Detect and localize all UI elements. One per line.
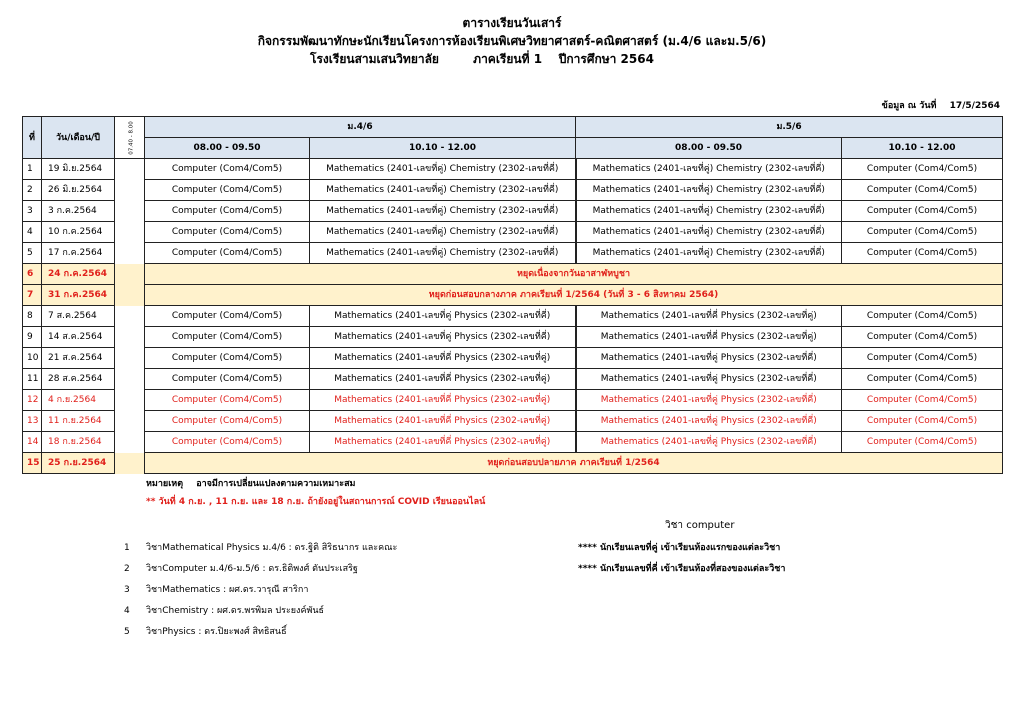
m5-slot1-cell: Mathematics (2401-เลขที่คู่ Physics (2302-เลขที่คี่) (576, 411, 842, 432)
m4-slot2-cell: Mathematics (2401-เลขที่คู่) Chemistry (2302-เลขที่คี่) (310, 159, 576, 180)
header-date: วัน/เดือน/ปี (42, 117, 115, 159)
teacher-item (124, 580, 397, 601)
row-no: 15 (23, 453, 42, 474)
m5-slot2-cell: Computer (Com4/Com5) (842, 432, 1003, 453)
row-early-cell (115, 348, 145, 369)
m4-slot1-cell: Computer (Com4/Com5) (145, 180, 310, 201)
row-date: 21 ส.ค.2564 (42, 348, 115, 369)
row-no: 9 (23, 327, 42, 348)
header-no: ที่ (23, 117, 42, 159)
row-early-cell (115, 369, 145, 390)
teacher-item-text: วิชาMathematical Physics ม.4/6 : ดร.ฐิติ สิริธนากร และคณะ (146, 543, 398, 553)
holiday-text: หยุดก่อนสอบกลางภาค ภาคเรียนที่ 1/2564 (วันที่ 3 - 6 สิงหาคม 2564) (145, 285, 1003, 306)
teacher-item-text: วิชาPhysics : ดร.ปิยะพงศ์ สิทธิสนธิ์ (146, 627, 287, 637)
row-date: 25 ก.ย.2564 (42, 453, 115, 474)
table-row (23, 390, 1003, 411)
m5-slot1-cell: Mathematics (2401-เลขที่คู่ Physics (2302-เลขที่คี่) (576, 369, 842, 390)
m4-slot1-cell: Computer (Com4/Com5) (145, 348, 310, 369)
teacher-item-number: 3 (124, 585, 130, 595)
m5-slot1-cell: Mathematics (2401-เลขที่คู่) Chemistry (2302-เลขที่คี่) (576, 243, 842, 264)
row-no: 11 (23, 369, 42, 390)
holiday-text: หยุดเนื่องจากวันอาสาฬหบูชา (145, 264, 1003, 285)
row-date: 3 ก.ค.2564 (42, 201, 115, 222)
m4-slot2-cell: Mathematics (2401-เลขที่คี่ Physics (2302-เลขที่คู่) (310, 390, 576, 411)
row-early-cell (115, 201, 145, 222)
row-date: 24 ก.ค.2564 (42, 264, 115, 285)
teacher-item-number: 1 (124, 543, 130, 553)
computer-rules (578, 538, 785, 580)
m5-slot1-cell: Mathematics (2401-เลขที่คู่) Chemistry (2302-เลขที่คี่) (576, 159, 842, 180)
header-m5-slot1: 08.00 - 09.50 (576, 138, 842, 159)
teacher-item (124, 559, 397, 580)
row-date: 19 มิ.ย.2564 (42, 159, 115, 180)
as-of-label: ข้อมูล ณ วันที่ (881, 101, 937, 111)
m5-slot2-cell: Computer (Com4/Com5) (842, 369, 1003, 390)
school-name: โรงเรียนสามเสนวิทยาลัย (310, 52, 439, 66)
row-no: 13 (23, 411, 42, 432)
m5-slot2-cell: Computer (Com4/Com5) (842, 222, 1003, 243)
row-no: 10 (23, 348, 42, 369)
row-early-cell (115, 222, 145, 243)
row-date: 11 ก.ย.2564 (42, 411, 115, 432)
m5-slot2-cell: Computer (Com4/Com5) (842, 159, 1003, 180)
row-early-cell (115, 453, 145, 474)
m5-slot1-cell: Mathematics (2401-เลขที่คู่) Chemistry (2302-เลขที่คี่) (576, 180, 842, 201)
computer-title: วิชา computer (665, 520, 735, 531)
m5-slot1-cell: Mathematics (2401-เลขที่คู่ Physics (2302-เลขที่คี่) (576, 432, 842, 453)
table-row (23, 411, 1003, 432)
covid-note: ** วันที่ 4 ก.ย. , 11 ก.ย. และ 18 ก.ย. ถ้ายังอยู่ในสถานการณ์ COVID เรียนออนไลน์ (146, 497, 486, 507)
teacher-item-text: วิชาComputer ม.4/6-ม.5/6 : ดร.ธิติพงศ์ ตันประเสริฐ (146, 564, 358, 574)
row-no: 6 (23, 264, 42, 285)
row-no: 12 (23, 390, 42, 411)
m4-slot1-cell: Computer (Com4/Com5) (145, 432, 310, 453)
teacher-item-text: วิชาMathematics : ผศ.ดร.วารุณี สาริกา (146, 585, 309, 595)
teacher-item (124, 538, 397, 559)
row-early-cell (115, 285, 145, 306)
table-row (23, 369, 1003, 390)
row-date: 4 ก.ย.2564 (42, 390, 115, 411)
table-row (23, 432, 1003, 453)
m4-slot2-cell: Mathematics (2401-เลขที่คู่) Chemistry (2302-เลขที่คี่) (310, 243, 576, 264)
m4-slot1-cell: Computer (Com4/Com5) (145, 327, 310, 348)
table-row (23, 201, 1003, 222)
row-no: 1 (23, 159, 42, 180)
computer-rule-odd: **** นักเรียนเลขที่คี่ เข้าเรียนห้องที่สองของแต่ละวิชา (578, 564, 786, 574)
row-date: 14 ส.ค.2564 (42, 327, 115, 348)
holiday-row (23, 453, 1003, 474)
holiday-row (23, 264, 1003, 285)
m4-slot2-cell: Mathematics (2401-เลขที่คี่ Physics (2302-เลขที่คู่) (310, 348, 576, 369)
m4-slot2-cell: Mathematics (2401-เลขที่คู่) Chemistry (2302-เลขที่คี่) (310, 201, 576, 222)
table-row (23, 327, 1003, 348)
m4-slot2-cell: Mathematics (2401-เลขที่คี่ Physics (2302-เลขที่คู่) (310, 411, 576, 432)
header-group-m5: ม.5/6 (576, 117, 1003, 138)
m5-slot1-cell: Mathematics (2401-เลขที่คู่ Physics (2302-เลขที่คี่) (576, 390, 842, 411)
row-date: 26 มิ.ย.2564 (42, 180, 115, 201)
note-label: หมายเหตุ (146, 479, 184, 489)
m4-slot2-cell: Mathematics (2401-เลขที่คู่) Chemistry (2302-เลขที่คี่) (310, 180, 576, 201)
header-m4-slot1: 08.00 - 09.50 (145, 138, 310, 159)
note-text: อาจมีการเปลี่ยนแปลงตามความเหมาะสม (196, 479, 356, 489)
m5-slot2-cell: Computer (Com4/Com5) (842, 306, 1003, 327)
row-early-cell (115, 306, 145, 327)
m5-slot1-cell: Mathematics (2401-เลขที่คู่) Chemistry (2302-เลขที่คี่) (576, 201, 842, 222)
table-row (23, 180, 1003, 201)
header-m5-slot2: 10.10 - 12.00 (842, 138, 1003, 159)
holiday-row (23, 285, 1003, 306)
teacher-item (124, 622, 397, 643)
row-no: 5 (23, 243, 42, 264)
m4-slot1-cell: Computer (Com4/Com5) (145, 222, 310, 243)
m4-slot2-cell: Mathematics (2401-เลขที่คู่) Chemistry (2302-เลขที่คี่) (310, 222, 576, 243)
row-date: 10 ก.ค.2564 (42, 222, 115, 243)
as-of-date: 17/5/2564 (949, 101, 1000, 111)
row-date: 7 ส.ค.2564 (42, 306, 115, 327)
row-no: 8 (23, 306, 42, 327)
teacher-item-text: วิชาChemistry : ผศ.ดร.พรพิมล ประยงค์พันธ์ (146, 606, 325, 616)
row-early-cell (115, 432, 145, 453)
row-early-cell (115, 327, 145, 348)
m4-slot1-cell: Computer (Com4/Com5) (145, 369, 310, 390)
header-early-time: 07.40 - 8.00 (115, 117, 145, 159)
m5-slot1-cell: Mathematics (2401-เลขที่คี่ Physics (2302-เลขที่คู่) (576, 306, 842, 327)
m4-slot1-cell: Computer (Com4/Com5) (145, 390, 310, 411)
row-early-cell (115, 264, 145, 285)
as-of-date-line (882, 98, 1000, 112)
schedule-body (23, 159, 1003, 474)
row-no: 3 (23, 201, 42, 222)
row-date: 17 ก.ค.2564 (42, 243, 115, 264)
row-no: 4 (23, 222, 42, 243)
teacher-item (124, 601, 397, 622)
computer-rule-even: **** นักเรียนเลขที่คู่ เข้าเรียนห้องแรกของแต่ละวิชา (578, 543, 781, 553)
school-term-line (0, 50, 994, 68)
m4-slot1-cell: Computer (Com4/Com5) (145, 201, 310, 222)
table-row (23, 306, 1003, 327)
table-row (23, 222, 1003, 243)
m4-slot1-cell: Computer (Com4/Com5) (145, 411, 310, 432)
m4-slot2-cell: Mathematics (2401-เลขที่คี่ Physics (2302-เลขที่คู่) (310, 432, 576, 453)
teacher-item-number: 2 (124, 564, 130, 574)
teacher-item-number: 4 (124, 606, 130, 616)
notes-section (146, 476, 485, 508)
document-header (0, 14, 1024, 68)
m4-slot1-cell: Computer (Com4/Com5) (145, 306, 310, 327)
row-no: 14 (23, 432, 42, 453)
m5-slot2-cell: Computer (Com4/Com5) (842, 327, 1003, 348)
m5-slot2-cell: Computer (Com4/Com5) (842, 348, 1003, 369)
year-label: ปีการศึกษา 2564 (558, 52, 654, 66)
row-early-cell (115, 243, 145, 264)
m5-slot2-cell: Computer (Com4/Com5) (842, 411, 1003, 432)
m5-slot2-cell: Computer (Com4/Com5) (842, 243, 1003, 264)
header-m4-slot2: 10.10 - 12.00 (310, 138, 576, 159)
holiday-text: หยุดก่อนสอบปลายภาค ภาคเรียนที่ 1/2564 (145, 453, 1003, 474)
row-early-cell (115, 159, 145, 180)
m4-slot1-cell: Computer (Com4/Com5) (145, 243, 310, 264)
teacher-list (124, 538, 397, 643)
note-line (146, 476, 485, 490)
m4-slot2-cell: Mathematics (2401-เลขที่คู่ Physics (2302-เลขที่คี่) (310, 306, 576, 327)
m5-slot2-cell: Computer (Com4/Com5) (842, 201, 1003, 222)
row-no: 7 (23, 285, 42, 306)
m5-slot2-cell: Computer (Com4/Com5) (842, 390, 1003, 411)
m5-slot1-cell: Mathematics (2401-เลขที่คู่ Physics (2302-เลขที่คี่) (576, 348, 842, 369)
term-label: ภาคเรียนที่ 1 (473, 52, 543, 66)
table-row (23, 243, 1003, 264)
page-title: ตารางเรียนวันเสาร์ (462, 16, 562, 30)
row-no: 2 (23, 180, 42, 201)
table-row (23, 348, 1003, 369)
table-row (23, 159, 1003, 180)
m4-slot1-cell: Computer (Com4/Com5) (145, 159, 310, 180)
m5-slot1-cell: Mathematics (2401-เลขที่คี่ Physics (2302-เลขที่คู่) (576, 327, 842, 348)
page-subtitle: กิจกรรมพัฒนาทักษะนักเรียนโครงการห้องเรียนพิเศษวิทยาศาสตร์-คณิตศาสตร์ (ม.4/6 และม.5/6) (257, 34, 767, 48)
header-group-m4: ม.4/6 (145, 117, 576, 138)
row-date: 31 ก.ค.2564 (42, 285, 115, 306)
row-date: 28 ส.ค.2564 (42, 369, 115, 390)
row-early-cell (115, 411, 145, 432)
row-date: 18 ก.ย.2564 (42, 432, 115, 453)
teacher-item-number: 5 (124, 627, 130, 637)
row-early-cell (115, 180, 145, 201)
m4-slot2-cell: Mathematics (2401-เลขที่คู่ Physics (2302-เลขที่คี่) (310, 327, 576, 348)
schedule-table (22, 116, 1003, 474)
m5-slot1-cell: Mathematics (2401-เลขที่คู่) Chemistry (2302-เลขที่คี่) (576, 222, 842, 243)
row-early-cell (115, 390, 145, 411)
m4-slot2-cell: Mathematics (2401-เลขที่คี่ Physics (2302-เลขที่คู่) (310, 369, 576, 390)
m5-slot2-cell: Computer (Com4/Com5) (842, 180, 1003, 201)
